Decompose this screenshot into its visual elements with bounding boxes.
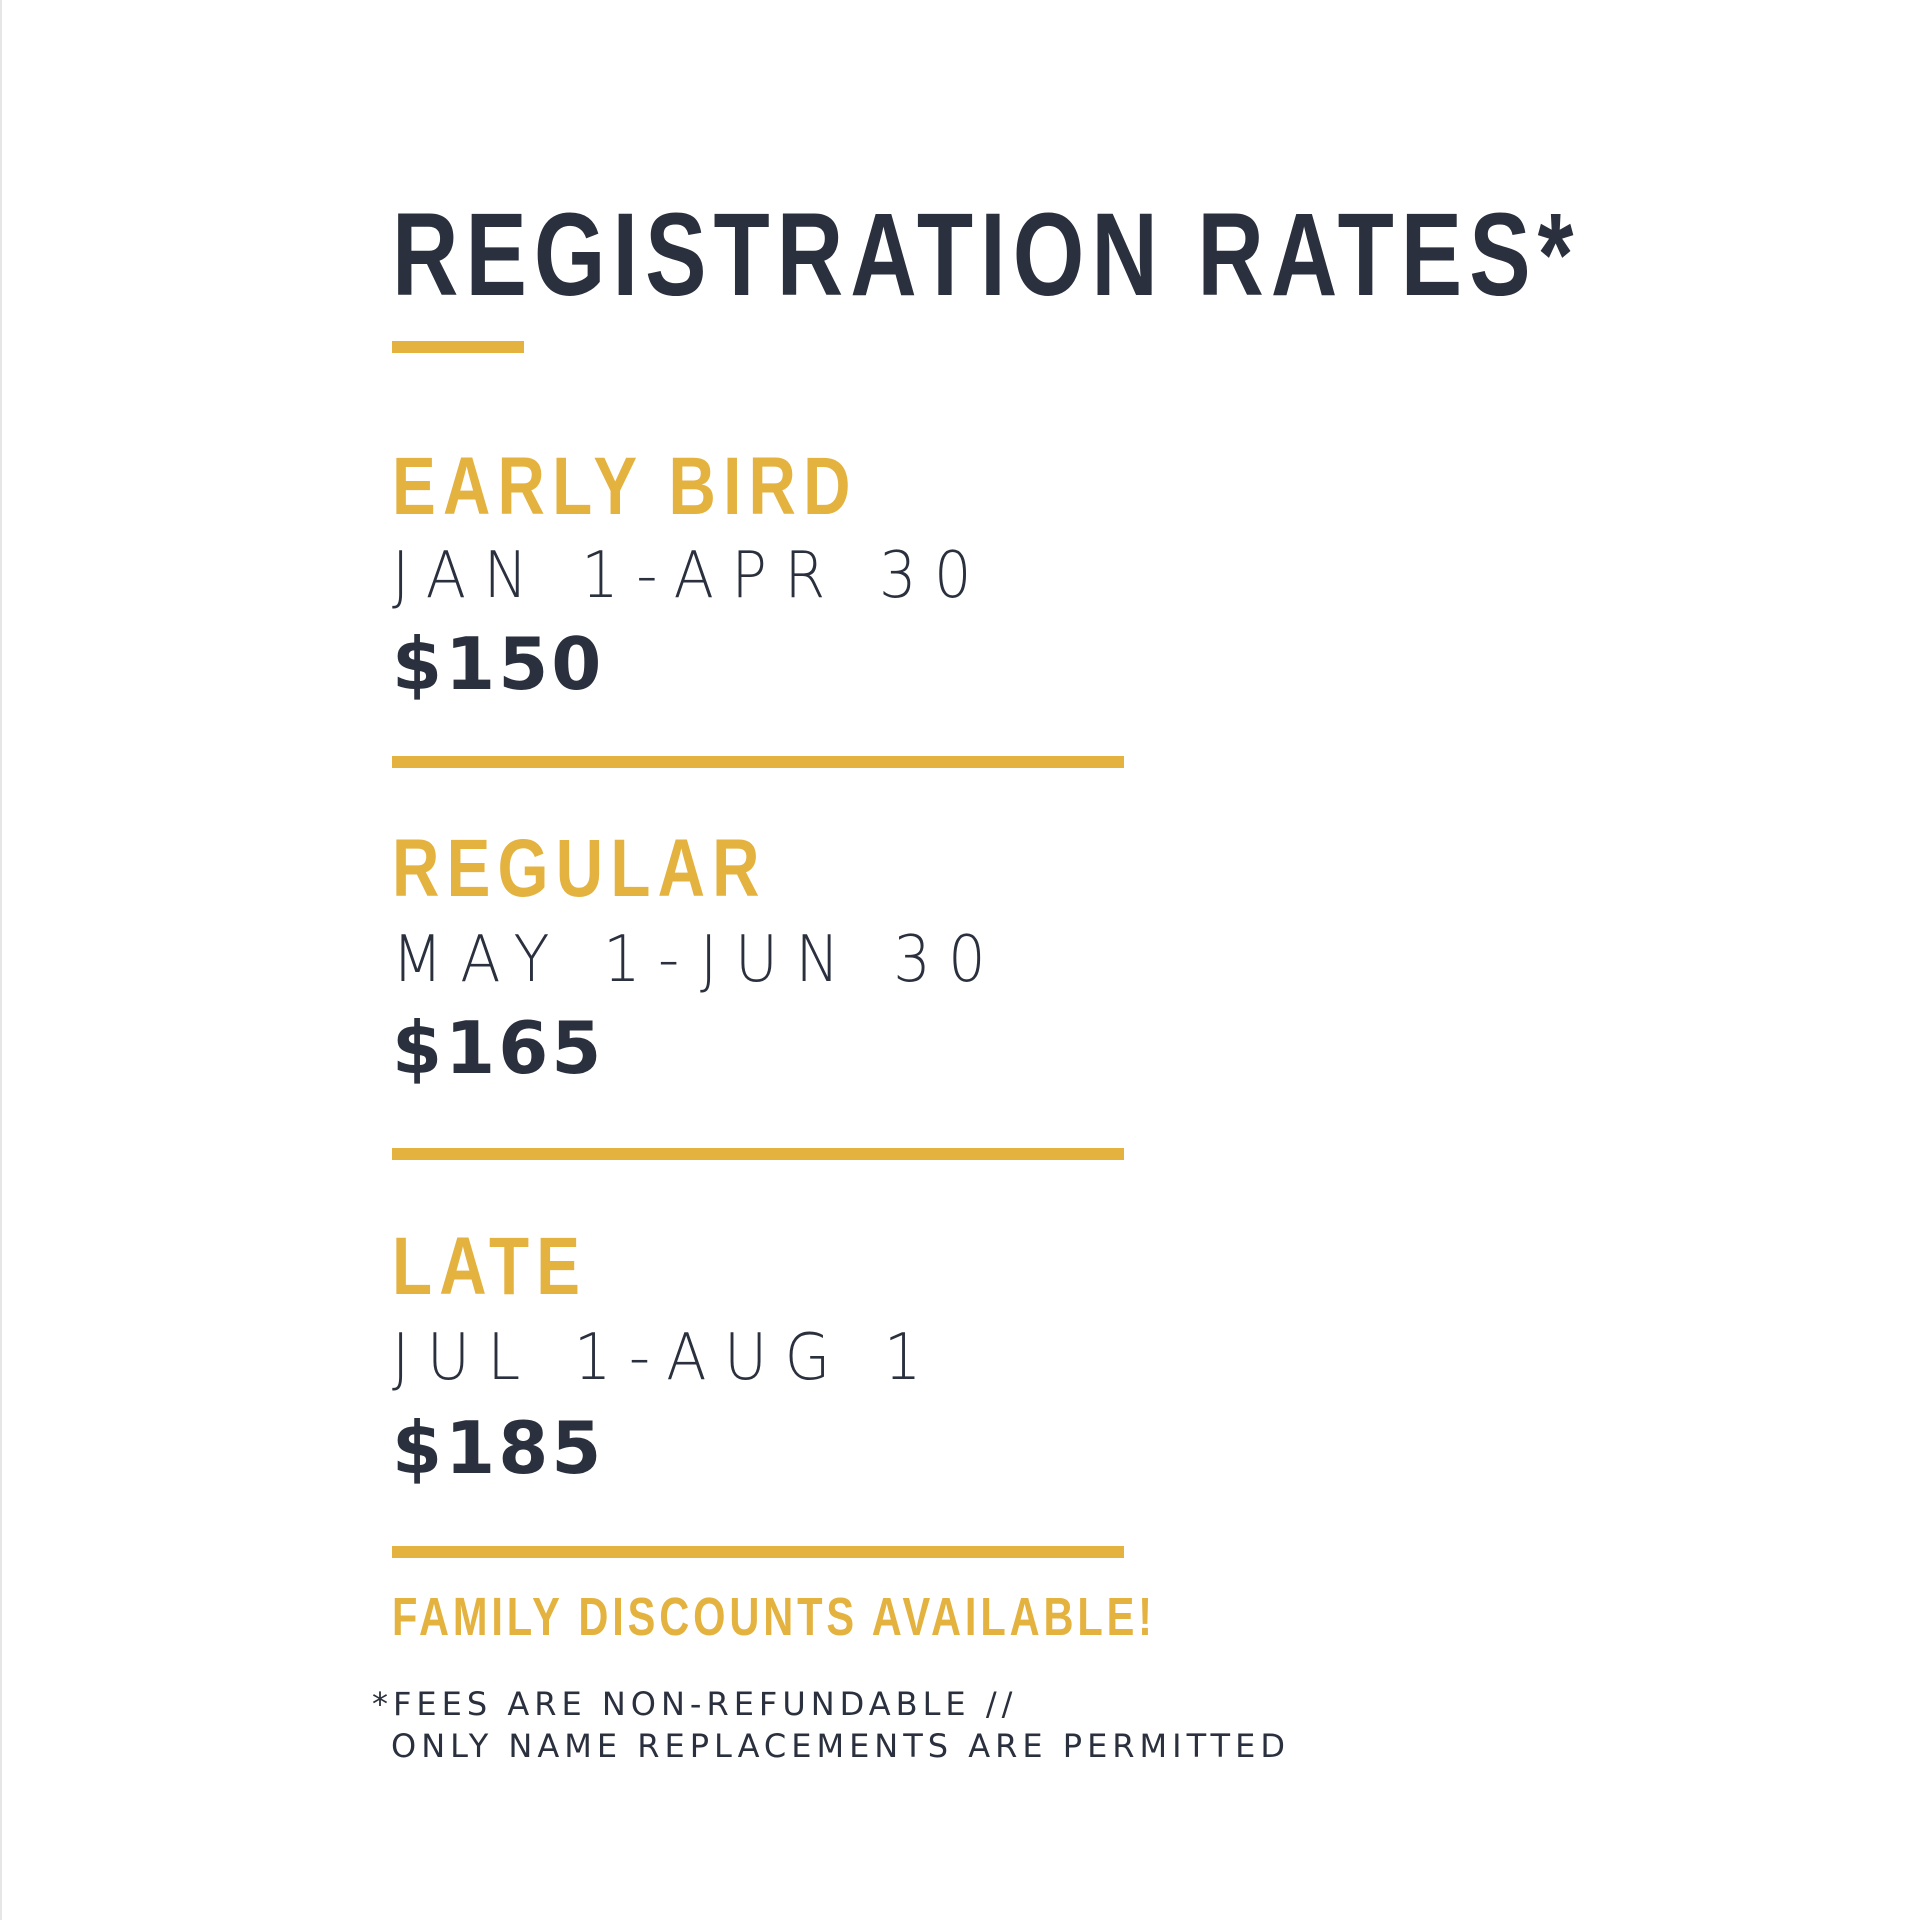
page-title: REGISTRATION RATES* [392, 189, 1581, 321]
tier-name-regular: REGULAR [392, 823, 767, 914]
tier-dates-late: JUL 1-AUG 1 [392, 1321, 939, 1395]
tier-price-late: $185 [392, 1406, 605, 1490]
family-discount-note: FAMILY DISCOUNTS AVAILABLE! [392, 1587, 1156, 1647]
tier-name-late: LATE [392, 1221, 588, 1312]
tier-price-regular: $165 [392, 1006, 605, 1090]
divider [392, 756, 1124, 768]
divider [392, 1546, 1124, 1558]
tier-price-early-bird: $150 [392, 622, 605, 706]
tier-name-early-bird: EARLY BIRD [392, 441, 858, 532]
tier-dates-regular: MAY 1-JUN 30 [392, 923, 1004, 997]
footnote-line-2: ONLY NAME REPLACEMENTS ARE PERMITTED [391, 1727, 1290, 1765]
title-underline [392, 341, 524, 353]
tier-dates-early-bird: JAN 1-APR 30 [392, 539, 989, 613]
footnote-line-1: *FEES ARE NON-REFUNDABLE // [372, 1685, 1018, 1723]
divider [392, 1148, 1124, 1160]
